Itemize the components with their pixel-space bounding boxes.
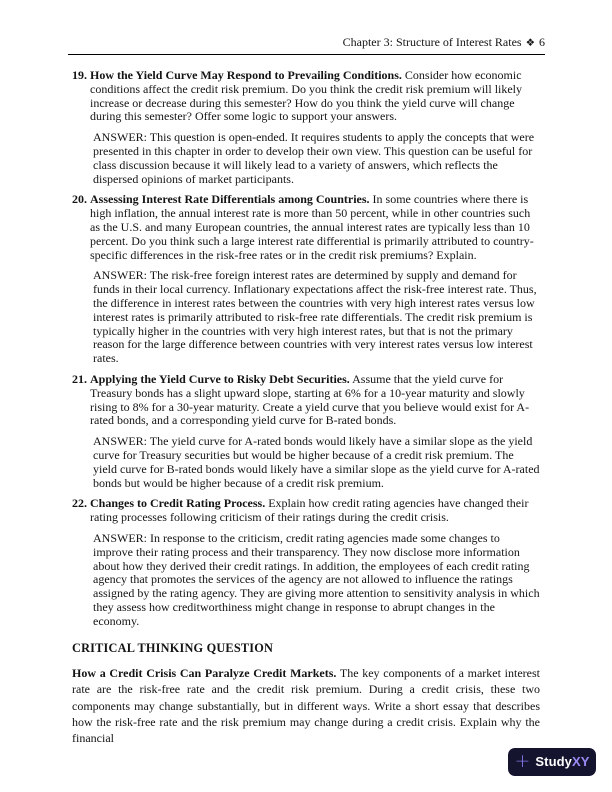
question-title: Assessing Interest Rate Differentials among Countries.: [90, 192, 370, 207]
answer-text: ANSWER: In response to the criticism, credit rating agencies made some changes to improve their rating process and their transparency. They now disclose more information about how they derived their credit ratings. In addition, the employees of each credit rating agency that promotes the services of the agency are not allowed to influence the ratings assigned by the rating agency. They are giving more attention to sensitivity analysis in which they assess how creditworthiness might change in response to abrupt changes in the economy.: [93, 530, 540, 628]
question-content: [90, 193, 540, 373]
brand-xy: XY: [572, 754, 590, 770]
question-title: How the Yield Curve May Respond to Prevailing Conditions.: [90, 68, 402, 82]
document-body: [72, 69, 540, 746]
question-item-19: [72, 69, 540, 193]
critical-thinking-question: [72, 665, 540, 746]
answer-text: ANSWER: This question is open-ended. It requires students to apply the concepts that were presented in this chapter in order to develop their own view. This question can be useful for class discussion because it will likely lead to a variety of answers, which reflects the dispersed opinions of market participants.: [93, 130, 535, 186]
question-content: [90, 373, 540, 497]
question-text: [90, 373, 540, 428]
question-item-22: [72, 497, 540, 635]
page-header: [68, 36, 545, 55]
question-text: [90, 193, 540, 262]
page-number: 6: [539, 35, 545, 49]
question-item-20: [72, 193, 540, 373]
plus-icon: +: [514, 749, 531, 772]
question-content: [90, 497, 540, 635]
brand-study: Study: [535, 754, 572, 770]
question-content: [90, 69, 540, 193]
question-prompt: In some countries where there is high inflation, the annual interest rate is more than 50 percent, while in other countries such as the U.S. and many European countries, the annual interest rates are typically less than 10 percent. Do you think such a large interest rate differential is primarily attributed to country-specific differences in the risk-free rates or in the credit risk premiums? Explain.: [90, 192, 534, 262]
section-heading: CRITICAL THINKING QUESTION: [72, 641, 274, 656]
critical-question-title: How a Credit Crisis Can Paralyze Credit Markets.: [72, 666, 337, 681]
question-title: Changes to Credit Rating Process.: [90, 496, 266, 511]
critical-question-text: The key components of a market interest rate are the risk-free rate and the credit risk premium. During a credit crisis, these two components may change substantially, but in different ways. Write a short essay that describes how the risk-free rate and the risk premium may change during a credit crisis. Explain why the financial: [72, 666, 540, 746]
question-number: 21.: [72, 371, 87, 386]
brand-name: [535, 755, 589, 769]
question-number: 20.: [72, 192, 87, 207]
question-number: 19.: [72, 68, 87, 82]
diamond-ornament-icon: ❖: [525, 37, 535, 49]
question-text: [90, 69, 540, 124]
answer-text: ANSWER: The risk-free foreign interest rates are determined by supply and demand for funds in their local currency. Inflationary expectations affect the risk-free interest rate. Thus, the difference in interest rates between the countries with very high interest rates versus low interest rates is primarily attributed to risk-free rate differentials. The credit risk premium is typically higher in the countries with very high interest rates, but that is not the primary reason for the large difference between countries with very interest rates versus low interest rates.: [93, 268, 537, 366]
question-title: Applying the Yield Curve to Risky Debt Securities.: [90, 371, 350, 386]
question-number: 22.: [72, 496, 87, 511]
question-item-21: [72, 373, 540, 497]
question-prompt: Explain how credit rating agencies have changed their rating processes following criticism of their ratings during the credit crisis.: [90, 496, 529, 525]
question-text: [90, 497, 540, 525]
studyxy-logo: [508, 748, 596, 776]
question-prompt: Consider how economic conditions affect the credit risk premium. Do you think the credit risk premium will likely increase or decrease during this semester? How do you think the yield curve will change during this semester? Offer some logic to support your answers.: [90, 68, 523, 124]
answer-text: ANSWER: The yield curve for A-rated bonds would likely have a similar slope as the yield curve for Treasury securities but would be higher because of a credit risk premium. The yield curve for B-rated bonds would likely have a similar slope as the yield curve for A-rated bonds but would be higher because of a credit risk premium.: [93, 434, 540, 490]
question-prompt: Assume that the yield curve for Treasury bonds has a slight upward slope, starting at 6% for a 10-year maturity and slowly rising to 8% for a 30-year maturity. Create a yield curve that you believe would exist for A-rated bonds, and a corresponding yield curve for B-rated bonds.: [90, 371, 530, 428]
chapter-title: Chapter 3: Structure of Interest Rates: [342, 35, 522, 49]
